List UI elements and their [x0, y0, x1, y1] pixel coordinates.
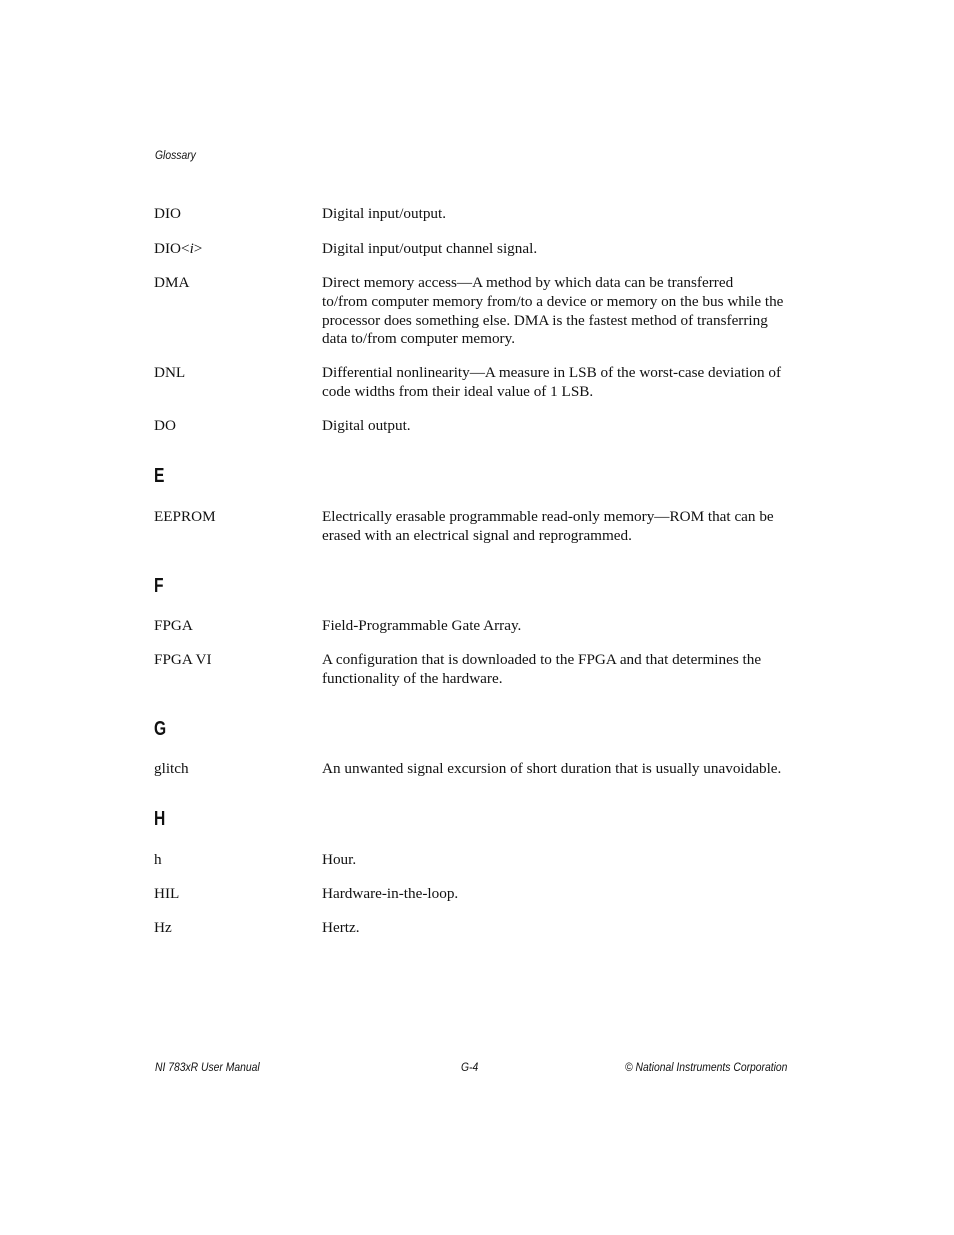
footer-manual-title: NI 783xR User Manual: [155, 1062, 260, 1074]
definition-line: Direct memory access—A method by which data can be transferred: [322, 274, 734, 291]
section-heading-h: H: [154, 808, 166, 830]
glossary-definition: Hardware-in-the-loop.: [322, 885, 459, 902]
glossary-definition: Field-Programmable Gate Array.: [322, 617, 522, 634]
glossary-term: [154, 240, 202, 259]
glossary-term: h: [154, 851, 162, 868]
glossary-definition: [322, 364, 792, 402]
definition-line: Electrically erasable programmable read-only memory—ROM that can be: [322, 508, 774, 525]
definition-line: code widths from their ideal value of 1 LSB.: [322, 382, 594, 400]
glossary-term: EEPROM: [154, 508, 216, 525]
footer-copyright: © National Instruments Corporation: [624, 1062, 787, 1074]
term-italic: i: [189, 240, 194, 257]
glossary-definition: [322, 651, 792, 689]
glossary-definition: Digital output.: [322, 417, 411, 434]
definition-line: Differential nonlinearity—A measure in LSB of the worst-case deviation of: [322, 364, 782, 381]
definition-line: to/from computer memory from/to a device or memory on the bus while the: [322, 292, 784, 310]
glossary-term: FPGA: [154, 617, 193, 634]
section-heading-g: G: [154, 718, 167, 740]
definition-line: erased with an electrical signal and reprogrammed.: [322, 526, 632, 544]
glossary-term: DO: [154, 417, 176, 434]
definition-line: data to/from computer memory.: [322, 330, 516, 348]
section-heading-e: E: [154, 465, 165, 487]
term-suffix: >: [193, 240, 203, 257]
glossary-term: DIO: [154, 205, 181, 222]
glossary-definition: Hertz.: [322, 919, 360, 936]
running-header: Glossary: [155, 150, 196, 162]
definition-line: processor does something else. DMA is the fastest method of transferring: [322, 311, 768, 329]
glossary-term: HIL: [154, 885, 180, 902]
glossary-term: glitch: [154, 760, 189, 777]
definition-line: A configuration that is downloaded to the FPGA and that determines the: [322, 651, 762, 668]
term-prefix: DIO<: [154, 240, 190, 257]
glossary-term: DNL: [154, 364, 186, 381]
footer-page-number: G-4: [461, 1062, 479, 1074]
glossary-definition: [322, 760, 792, 779]
glossary-definition: Digital input/output channel signal.: [322, 240, 538, 257]
glossary-definition: [322, 508, 792, 546]
glossary-definition: Hour.: [322, 851, 357, 868]
glossary-term: DMA: [154, 274, 190, 291]
definition-line: An unwanted signal excursion of short duration that is usually unavoidable.: [322, 760, 782, 777]
section-heading-f: F: [154, 575, 164, 597]
glossary-term: Hz: [154, 919, 172, 936]
glossary-definition: [322, 274, 792, 349]
glossary-definition: Digital input/output.: [322, 205, 447, 222]
definition-line: functionality of the hardware.: [322, 669, 503, 687]
glossary-term: FPGA VI: [154, 651, 212, 668]
